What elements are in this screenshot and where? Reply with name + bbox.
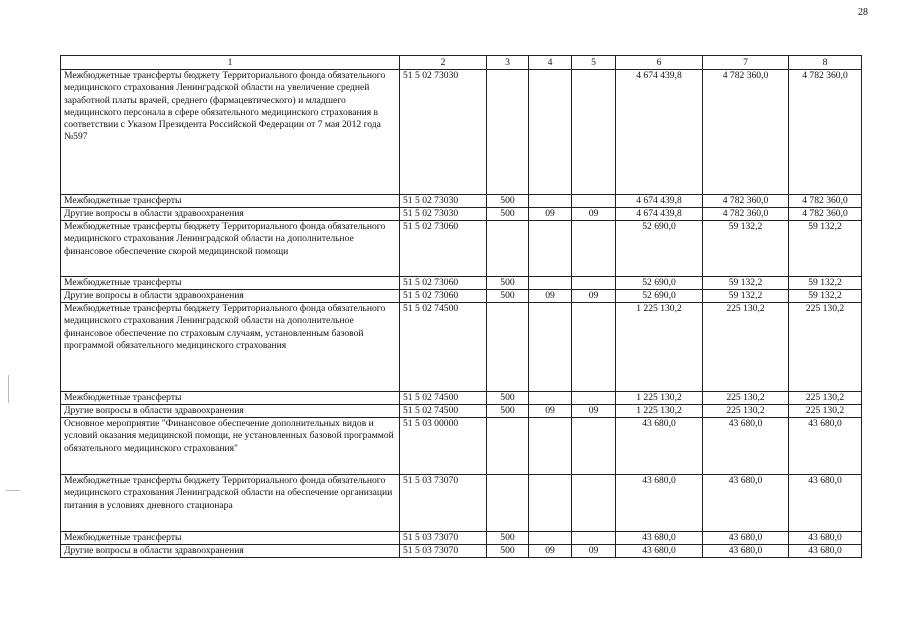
row-name: Другие вопросы в области здравоохранения [61, 545, 400, 558]
table-row [61, 221, 862, 277]
row-value-6: 43 680,0 [616, 545, 703, 558]
row-col-5 [572, 195, 616, 208]
table-row [61, 195, 862, 208]
table-row [61, 418, 862, 475]
row-col-4 [529, 532, 572, 545]
row-col-4 [529, 70, 572, 195]
row-name: Межбюджетные трансферты бюджету Территориального фонда обязательного медицинского страхования Ленинградской области на увеличение средней заработной платы врачей, среднего (фармацевтического) и младшего медицинского персонала в сфере обязательного медицинского страхования в соответствии с Указом Президента Российской Федерации от 7 мая 2012 года №597 [61, 70, 400, 195]
row-value-8: 225 130,2 [789, 303, 862, 392]
row-col-4 [529, 392, 572, 405]
row-value-8: 43 680,0 [789, 532, 862, 545]
row-col-3: 500 [487, 545, 529, 558]
row-code: 51 5 02 74500 [400, 405, 487, 418]
column-header-1: 1 [61, 56, 400, 70]
row-col-5 [572, 475, 616, 532]
row-col-3 [487, 303, 529, 392]
row-code: 51 5 02 74500 [400, 392, 487, 405]
row-col-4 [529, 221, 572, 277]
row-value-8: 59 132,2 [789, 221, 862, 277]
row-col-3 [487, 418, 529, 475]
row-col-3: 500 [487, 277, 529, 290]
row-code: 51 5 02 73030 [400, 195, 487, 208]
row-name: Другие вопросы в области здравоохранения [61, 208, 400, 221]
row-value-8: 4 782 360,0 [789, 70, 862, 195]
row-value-8: 4 782 360,0 [789, 208, 862, 221]
row-value-6: 1 225 130,2 [616, 392, 703, 405]
table-row [61, 290, 862, 303]
row-name: Межбюджетные трансферты бюджету Территориального фонда обязательного медицинского страхования Ленинградской области на обеспечение организации питания в условиях дневного стационара [61, 475, 400, 532]
row-col-3: 500 [487, 208, 529, 221]
row-col-5 [572, 221, 616, 277]
budget-table [60, 55, 862, 558]
row-value-6: 43 680,0 [616, 418, 703, 475]
row-value-6: 4 674 439,8 [616, 195, 703, 208]
row-col-3: 500 [487, 392, 529, 405]
row-col-5 [572, 277, 616, 290]
row-code: 51 5 03 73070 [400, 532, 487, 545]
row-col-5 [572, 532, 616, 545]
row-name: Межбюджетные трансферты бюджету Территориального фонда обязательного медицинского страхования Ленинградской области на дополнительное финансовое обеспечение скорой медицинской помощи [61, 221, 400, 277]
row-col-4 [529, 475, 572, 532]
table-row [61, 392, 862, 405]
table-row [61, 545, 862, 558]
column-header-7: 7 [703, 56, 789, 70]
row-value-8: 4 782 360,0 [789, 195, 862, 208]
row-col-3 [487, 221, 529, 277]
row-value-8: 59 132,2 [789, 277, 862, 290]
row-value-7: 225 130,2 [703, 303, 789, 392]
row-code: 51 5 02 73030 [400, 208, 487, 221]
row-code: 51 5 02 73030 [400, 70, 487, 195]
row-name: Другие вопросы в области здравоохранения [61, 405, 400, 418]
row-code: 51 5 02 73060 [400, 221, 487, 277]
row-col-3: 500 [487, 532, 529, 545]
row-col-4: 09 [529, 290, 572, 303]
row-name: Межбюджетные трансферты [61, 277, 400, 290]
row-col-4 [529, 303, 572, 392]
scan-artifact [6, 490, 20, 491]
row-col-4: 09 [529, 405, 572, 418]
row-name: Межбюджетные трансферты бюджету Территориального фонда обязательного медицинского страхования Ленинградской области на дополнительное финансовое обеспечение по страховым случаям, установленным базовой программой обязательного медицинского страхования [61, 303, 400, 392]
row-col-4: 09 [529, 208, 572, 221]
row-value-8: 225 130,2 [789, 392, 862, 405]
table-row [61, 475, 862, 532]
row-value-7: 59 132,2 [703, 221, 789, 277]
row-value-6: 1 225 130,2 [616, 405, 703, 418]
column-header-2: 2 [400, 56, 487, 70]
table-row [61, 70, 862, 195]
table-row [61, 405, 862, 418]
row-code: 51 5 02 73060 [400, 277, 487, 290]
row-col-5: 09 [572, 208, 616, 221]
row-code: 51 5 03 00000 [400, 418, 487, 475]
row-value-7: 59 132,2 [703, 277, 789, 290]
row-col-5 [572, 303, 616, 392]
row-value-6: 43 680,0 [616, 475, 703, 532]
table-row [61, 532, 862, 545]
column-header-3: 3 [487, 56, 529, 70]
row-value-7: 43 680,0 [703, 532, 789, 545]
row-value-6: 4 674 439,8 [616, 70, 703, 195]
row-value-8: 43 680,0 [789, 418, 862, 475]
row-value-6: 52 690,0 [616, 290, 703, 303]
row-value-7: 4 782 360,0 [703, 195, 789, 208]
table-row [61, 303, 862, 392]
table-row [61, 277, 862, 290]
page-number: 28 [858, 7, 868, 18]
row-value-7: 59 132,2 [703, 290, 789, 303]
row-name: Другие вопросы в области здравоохранения [61, 290, 400, 303]
row-col-5 [572, 70, 616, 195]
row-name: Межбюджетные трансферты [61, 392, 400, 405]
row-col-5 [572, 418, 616, 475]
row-col-5: 09 [572, 545, 616, 558]
row-value-6: 4 674 439,8 [616, 208, 703, 221]
row-col-3: 500 [487, 405, 529, 418]
column-header-6: 6 [616, 56, 703, 70]
column-header-4: 4 [529, 56, 572, 70]
row-col-5 [572, 392, 616, 405]
row-col-4: 09 [529, 545, 572, 558]
row-value-8: 43 680,0 [789, 475, 862, 532]
table-row [61, 208, 862, 221]
row-value-6: 52 690,0 [616, 277, 703, 290]
row-value-7: 225 130,2 [703, 392, 789, 405]
row-value-6: 43 680,0 [616, 532, 703, 545]
column-header-5: 5 [572, 56, 616, 70]
row-col-3 [487, 475, 529, 532]
row-col-5: 09 [572, 290, 616, 303]
row-value-6: 52 690,0 [616, 221, 703, 277]
row-value-7: 43 680,0 [703, 545, 789, 558]
row-value-6: 1 225 130,2 [616, 303, 703, 392]
column-header-8: 8 [789, 56, 862, 70]
row-code: 51 5 02 73060 [400, 290, 487, 303]
row-value-7: 43 680,0 [703, 418, 789, 475]
row-value-7: 4 782 360,0 [703, 208, 789, 221]
scan-artifact [8, 375, 9, 403]
row-code: 51 5 03 73070 [400, 475, 487, 532]
row-col-4 [529, 195, 572, 208]
row-name: Основное мероприятие "Финансовое обеспечение дополнительных видов и условий оказания медицинской помощи, не установленных базовой программой обязательного медицинского страхования" [61, 418, 400, 475]
row-value-7: 225 130,2 [703, 405, 789, 418]
row-col-5: 09 [572, 405, 616, 418]
row-col-3 [487, 70, 529, 195]
row-value-7: 43 680,0 [703, 475, 789, 532]
row-value-7: 4 782 360,0 [703, 70, 789, 195]
column-number-header-row [61, 56, 862, 70]
row-col-4 [529, 277, 572, 290]
row-code: 51 5 03 73070 [400, 545, 487, 558]
row-value-8: 59 132,2 [789, 290, 862, 303]
row-name: Межбюджетные трансферты [61, 532, 400, 545]
row-code: 51 5 02 74500 [400, 303, 487, 392]
row-value-8: 225 130,2 [789, 405, 862, 418]
row-col-3: 500 [487, 195, 529, 208]
row-col-3: 500 [487, 290, 529, 303]
row-value-8: 43 680,0 [789, 545, 862, 558]
row-col-4 [529, 418, 572, 475]
row-name: Межбюджетные трансферты [61, 195, 400, 208]
